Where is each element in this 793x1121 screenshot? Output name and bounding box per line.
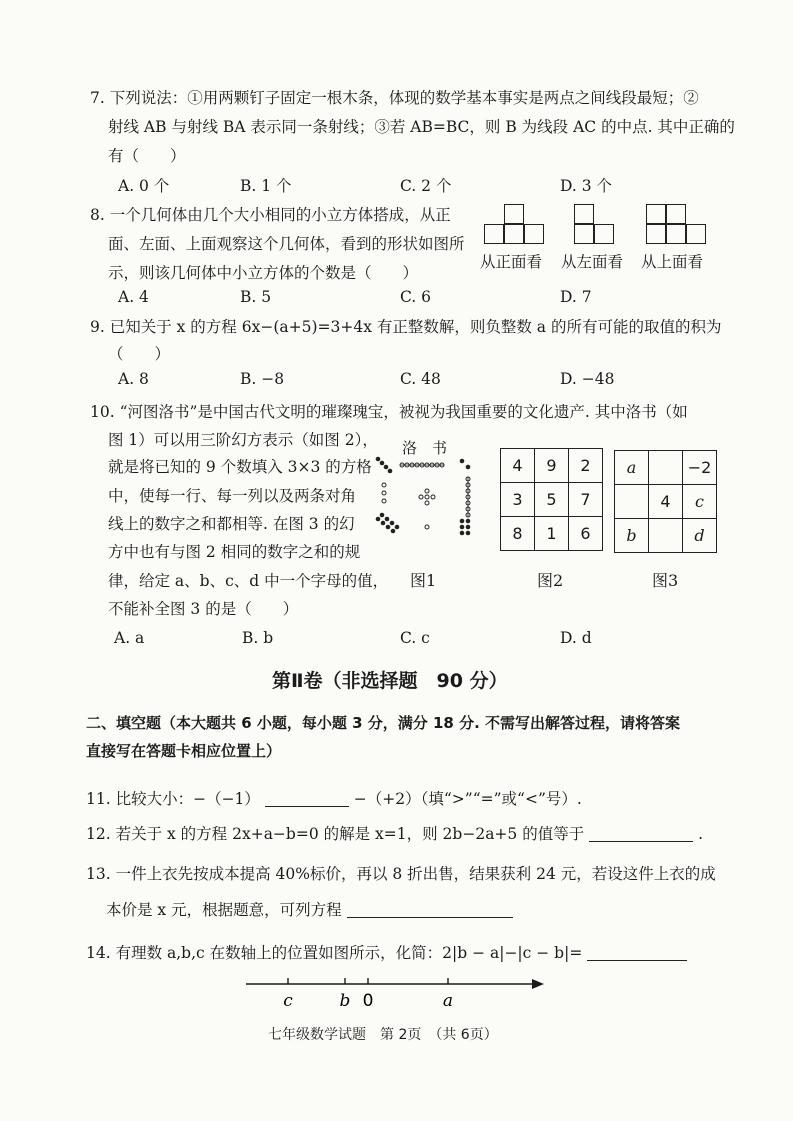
- top-view-label: 从上面看: [641, 253, 704, 271]
- q9-option-d: D. −48: [560, 370, 615, 388]
- q10-option-d: D. d: [560, 629, 592, 647]
- q13-blank[interactable]: [347, 901, 513, 918]
- q10-option-c: C. c: [400, 629, 430, 647]
- q9-option-b: B. −8: [240, 370, 285, 388]
- number-line: [240, 972, 550, 1012]
- q7-option-d: D. 3 个: [560, 177, 613, 195]
- q12: [86, 822, 703, 844]
- q10-line5: 线上的数字之和都相等. 在图 3 的幻: [108, 515, 355, 533]
- axis-label-c: c: [283, 991, 293, 1011]
- part2-line2: 直接写在答题卡相应位置上）: [86, 742, 282, 760]
- fig2-cell: 7: [569, 483, 603, 517]
- q14-blank[interactable]: [587, 944, 687, 961]
- q10-line3: 就是将已知的 9 个数填入 3×3 的方格: [108, 458, 372, 476]
- q10-line7: 律，给定 a、b、c、d 中一个字母的值，: [108, 572, 389, 590]
- fig3-cell: d: [694, 526, 705, 545]
- fig2-cell: 8: [501, 517, 535, 551]
- fig2-cell: 5: [535, 483, 569, 517]
- q7-line3: 有（ ）: [108, 147, 186, 165]
- q7-option-b: B. 1 个: [240, 177, 292, 195]
- q9-line1: 9. 已知关于 x 的方程 6x−(a+5)=3+4x 有正整数解，则负整数 a 的所有可能的取值的积为: [90, 318, 722, 336]
- q9-line2: （ ）: [108, 345, 171, 363]
- page-footer: 七年级数学试题 第 2页 （共 6页）: [268, 1027, 498, 1043]
- q14-pre: 14. 有理数 a,b,c 在数轴上的位置如图所示，化简：2|b − a|−|c − b|=: [86, 944, 583, 962]
- fig3-cell: [649, 451, 683, 485]
- q11: [86, 787, 582, 809]
- axis-label-a: a: [442, 991, 454, 1011]
- q11-post: −（+2）（填“>”“=”或“<”号）.: [353, 790, 582, 808]
- q10-option-b: B. b: [242, 629, 274, 647]
- q8-line1: 8. 一个几何体由几个大小相同的小立方体搭成，从正: [90, 206, 451, 224]
- luoshu-diagram: [372, 455, 482, 545]
- q8-option-b: B. 5: [240, 288, 272, 306]
- q13: [106, 898, 513, 920]
- fig3-label: 图3: [652, 571, 679, 590]
- q13-line1: 13. 一件上衣先按成本提高 40%标价，再以 8 折出售，结果获利 24 元，若设这件上衣的成: [86, 865, 716, 883]
- fig3-cell: b: [626, 526, 637, 545]
- q8-line2: 面、左面、上面观察这个几何体，看到的形状如图所: [108, 235, 465, 253]
- fig3-cell: a: [626, 458, 637, 477]
- q11-pre: 11. 比较大小：−（−1）: [86, 790, 260, 808]
- fig3-cell: c: [695, 492, 704, 511]
- q7-line2: 射线 AB 与射线 BA 表示同一条射线；③若 AB=BC，则 B 为线段 AC 的中点. 其中正确的: [108, 118, 735, 136]
- q10-line1: 10. “河图洛书”是中国古代文明的璀璨瑰宝，被视为我国重要的文化遗产. 其中洛书（如: [90, 403, 688, 421]
- magic-square-fig2: [500, 448, 603, 551]
- fig3-cell: [649, 519, 683, 553]
- fig2-cell: 1: [535, 517, 569, 551]
- fig3-cell: −2: [683, 451, 717, 485]
- front-view-label: 从正面看: [480, 253, 543, 271]
- q14: [86, 941, 687, 963]
- q8-option-a: A. 4: [118, 288, 149, 306]
- q10-line2: 图 1）可以用三阶幻方表示（如图 2），: [108, 431, 378, 449]
- section2-title: 第Ⅱ卷（非选择题 90 分）: [272, 670, 508, 692]
- fig3-cell: [615, 485, 649, 519]
- q8-option-d: D. 7: [560, 288, 592, 306]
- q10-line4: 中，使每一行、每一列以及两条对角: [108, 487, 357, 505]
- q12-post: .: [698, 825, 704, 843]
- magic-square-fig3: [614, 450, 717, 553]
- fig1-label: 图1: [410, 571, 437, 590]
- axis-label-0: 0: [362, 991, 374, 1011]
- q12-pre: 12. 若关于 x 的方程 2x+a−b=0 的解是 x=1，则 2b−2a+5 的值等于: [86, 825, 585, 843]
- fig2-cell: 2: [569, 449, 603, 483]
- q7-option-c: C. 2 个: [400, 177, 452, 195]
- luoshu-title: 洛 书: [402, 439, 448, 457]
- fig2-cell: 4: [501, 449, 535, 483]
- q9-option-a: A. 8: [118, 370, 149, 388]
- left-view-label: 从左面看: [561, 253, 624, 271]
- q10-line8: 不能补全图 3 的是（ ）: [108, 600, 299, 618]
- q10-line6: 方中也有与图 2 相同的数字之和的规: [108, 543, 361, 561]
- q7-line1: 7. 下列说法：①用两颗钉子固定一根木条，体现的数学基本事实是两点之间线段最短；②: [90, 89, 699, 107]
- axis-label-b: b: [339, 991, 351, 1011]
- q13-line2: 本价是 x 元，根据题意，可列方程: [106, 901, 342, 919]
- fig3-cell: 4: [649, 485, 683, 519]
- q8-option-c: C. 6: [400, 288, 432, 306]
- fig2-cell: 9: [535, 449, 569, 483]
- fig2-label: 图2: [537, 571, 564, 590]
- fig2-cell: 6: [569, 517, 603, 551]
- q11-blank[interactable]: [265, 790, 349, 807]
- q8-line3: 示，则该几何体中小立方体的个数是（ ）: [108, 264, 419, 282]
- q7-option-a: A. 0 个: [118, 177, 170, 195]
- q10-option-a: A. a: [114, 629, 145, 647]
- q12-blank[interactable]: [589, 825, 693, 842]
- part2-line1: 二、填空题（本大题共 6 小题，每小题 3 分，满分 18 分. 不需写出解答过程，请将答案: [86, 714, 681, 732]
- q9-option-c: C. 48: [400, 370, 441, 388]
- fig2-cell: 3: [501, 483, 535, 517]
